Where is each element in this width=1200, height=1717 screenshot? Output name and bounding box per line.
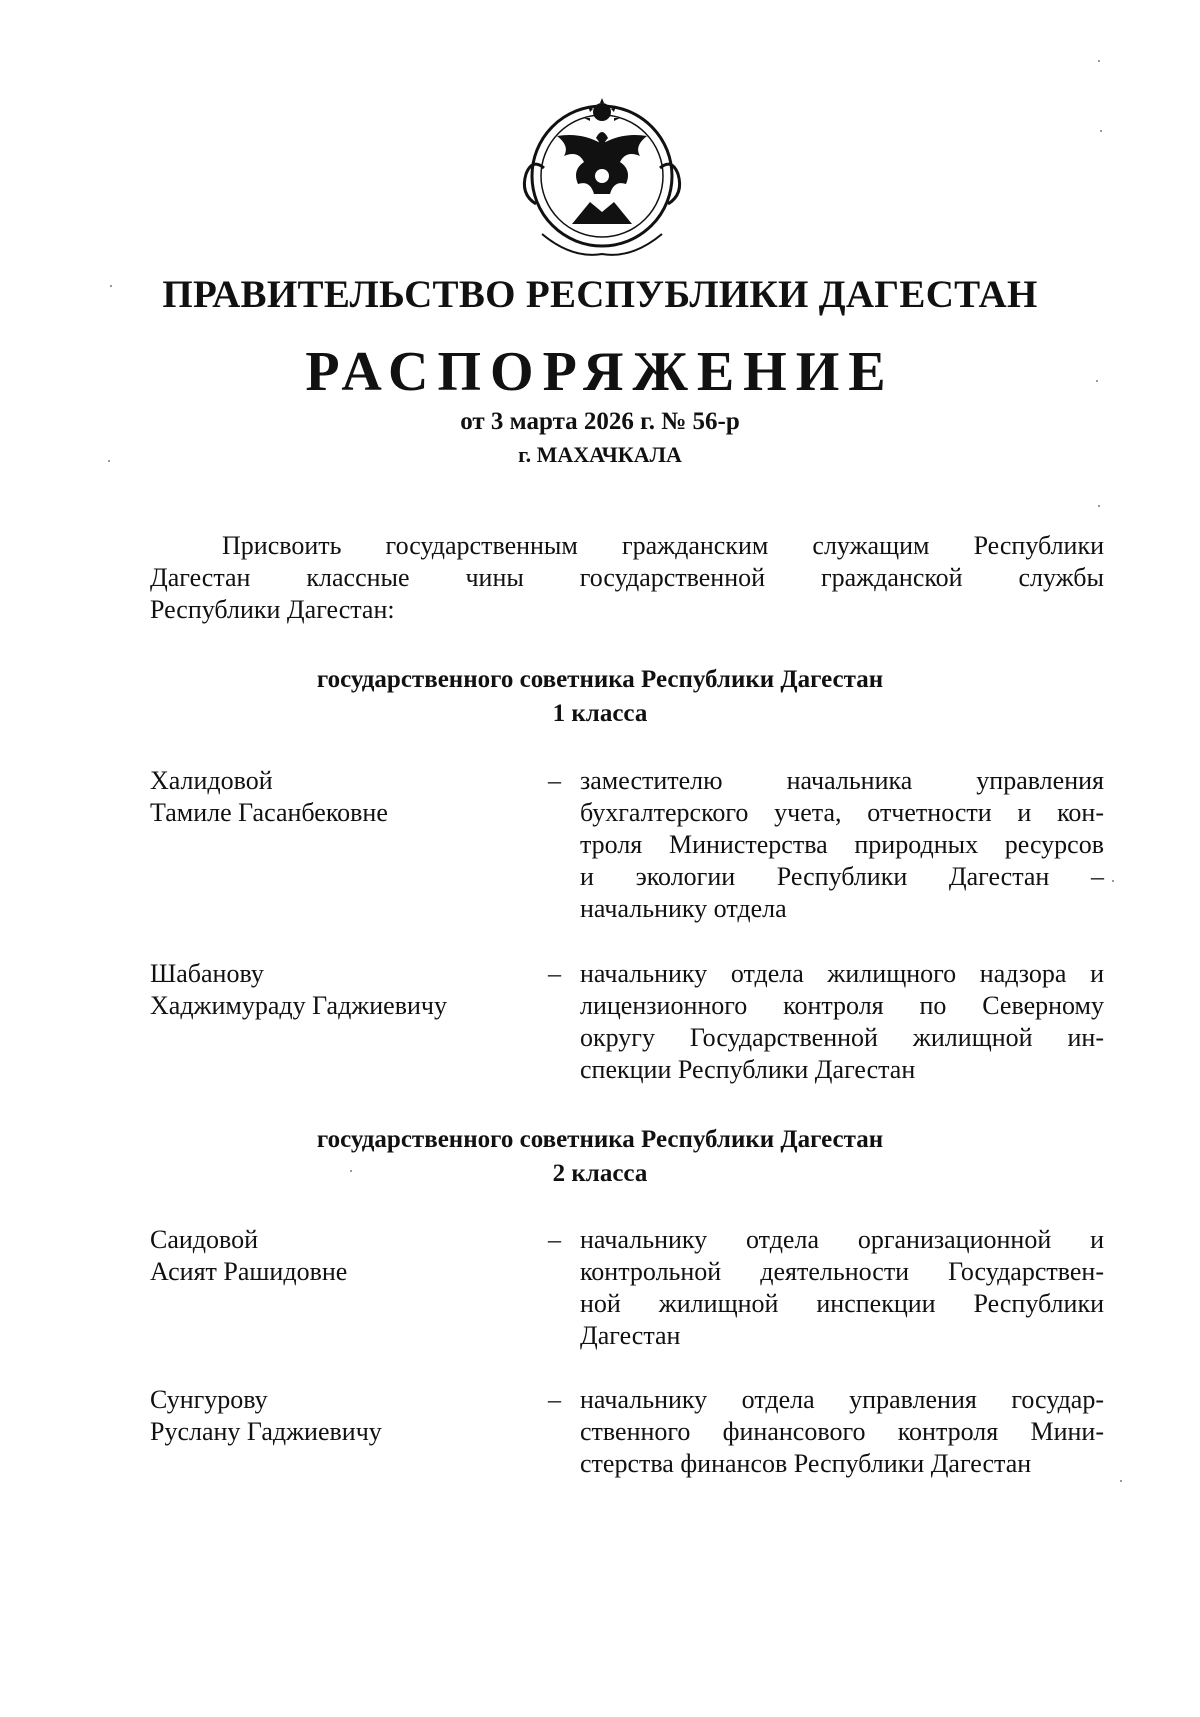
position-line: троля Министерства природных ресурсов	[580, 830, 1104, 859]
person-name	[150, 1224, 530, 1288]
person-given-names: Тамиле Гасанбековне	[150, 798, 388, 827]
document-type-title: РАСПОРЯЖЕНИЕ	[305, 341, 895, 403]
person-position	[580, 1384, 1104, 1480]
position-line: лицензионного контроля по Северному	[580, 991, 1104, 1020]
position-line: округу Государственной жилищной ин-	[580, 1023, 1104, 1052]
intro-line: Дагестан классные чины государственной гражданской службы	[150, 563, 1104, 592]
rank-class-line: 1 класса	[552, 700, 648, 727]
dagestan-coat-of-arms-icon	[512, 84, 692, 264]
dash-separator: –	[548, 766, 561, 795]
rank-heading-line: государственного советника Республики Дагестан	[316, 1126, 884, 1153]
person-name	[150, 1384, 530, 1448]
person-position	[580, 765, 1104, 925]
scan-speck	[1112, 880, 1114, 882]
person-given-names: Хаджимураду Гаджиевичу	[150, 991, 447, 1020]
document-date-number: от 3 марта 2026 г. № 56-р	[460, 408, 740, 435]
position-line: начальнику отдела управления государ-	[580, 1385, 1104, 1414]
dash-separator: –	[548, 959, 561, 988]
scan-speck	[1100, 130, 1102, 132]
government-title: ПРАВИТЕЛЬСТВО РЕСПУБЛИКИ ДАГЕСТАН	[162, 273, 1038, 316]
person-position	[580, 958, 1104, 1086]
dash-separator: –	[548, 1225, 561, 1254]
position-line: бухгалтерского учета, отчетности и кон-	[580, 798, 1104, 827]
scan-speck	[108, 460, 110, 462]
person-surname: Халидовой	[150, 766, 273, 795]
person-surname: Саидовой	[150, 1225, 259, 1254]
person-surname: Сунгурову	[150, 1385, 268, 1414]
document-city: г. МАХАЧКАЛА	[518, 442, 682, 467]
position-line: начальнику отдела организационной и	[580, 1225, 1104, 1254]
position-line: спекции Республики Дагестан	[580, 1055, 916, 1084]
scan-speck	[1098, 60, 1100, 62]
person-name	[150, 958, 530, 1022]
person-surname: Шабанову	[150, 959, 264, 988]
dash-separator: –	[548, 1385, 561, 1414]
intro-line: Республики Дагестан:	[150, 595, 395, 624]
scan-speck	[1098, 505, 1100, 507]
position-line: стерства финансов Республики Дагестан	[580, 1449, 1032, 1478]
intro-paragraph	[150, 530, 1104, 626]
person-given-names: Руслану Гаджиевичу	[150, 1417, 382, 1446]
position-line: ной жилищной инспекции Республики	[580, 1289, 1104, 1318]
position-line: начальнику отдела жилищного надзора и	[580, 959, 1104, 988]
intro-line: Присвоить государственным гражданским служащим Республики	[222, 531, 1104, 560]
position-line: и экологии Республики Дагестан –	[580, 862, 1104, 891]
person-position	[580, 1224, 1104, 1352]
scan-speck	[110, 285, 112, 287]
position-line: начальнику отдела	[580, 894, 787, 923]
scan-speck	[350, 1170, 352, 1172]
scan-speck	[1120, 1480, 1122, 1482]
rank-heading-line: государственного советника Республики Дагестан	[316, 666, 884, 693]
rank-class-line: 2 класса	[552, 1160, 648, 1187]
position-line: Дагестан	[580, 1321, 681, 1350]
rank-heading-2	[0, 1123, 1200, 1191]
scan-speck	[1096, 380, 1098, 382]
position-line: заместителю начальника управления	[580, 766, 1104, 795]
person-given-names: Асият Рашидовне	[150, 1257, 348, 1286]
position-line: ственного финансового контроля Мини-	[580, 1417, 1104, 1446]
person-name	[150, 765, 530, 829]
rank-heading-1	[0, 663, 1200, 731]
position-line: контрольной деятельности Государствен-	[580, 1257, 1104, 1286]
